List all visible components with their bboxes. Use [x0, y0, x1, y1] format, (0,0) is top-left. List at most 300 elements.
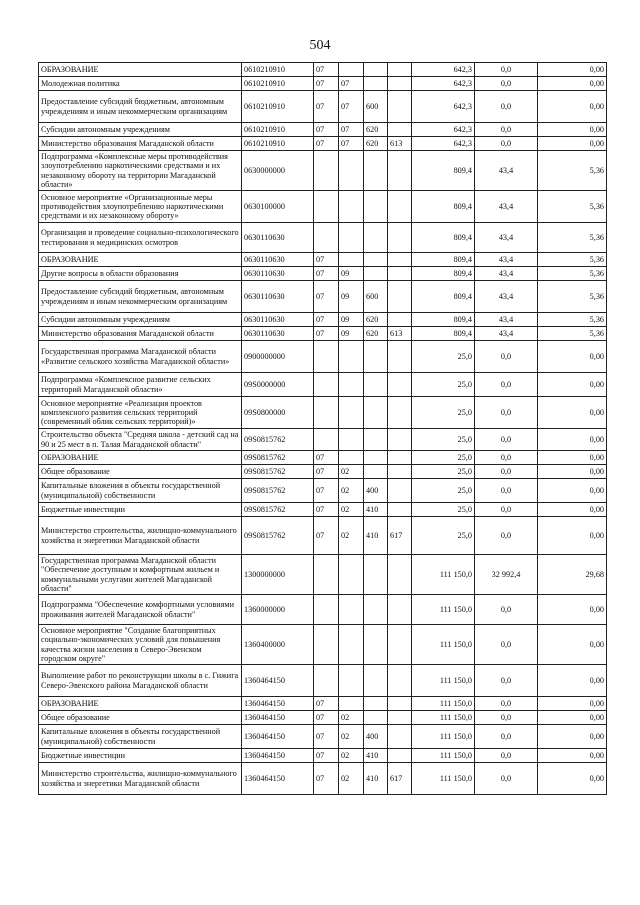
row-section-cell: 07 [314, 77, 339, 91]
row-expense-type-cell [364, 63, 388, 77]
row-name-cell: ОБРАЗОВАНИЕ [39, 253, 242, 267]
row-expense-type-cell: 400 [364, 479, 388, 503]
row-actual-amount-cell: 0,0 [475, 749, 538, 763]
row-code-cell: 1360464150 [242, 763, 314, 795]
row-section-cell: 07 [314, 313, 339, 327]
row-expense-type-cell: 600 [364, 281, 388, 313]
row-expense-type-cell [364, 151, 388, 191]
row-percent-cell: 5,36 [538, 151, 607, 191]
table-row [39, 313, 607, 327]
row-name-cell: Субсидии автономным учреждениям [39, 313, 242, 327]
row-name-cell: Организация и проведение социально-психологического тестирования и медицинских осмотров [39, 223, 242, 253]
row-administrator-cell [388, 341, 412, 373]
row-name-cell: Основное мероприятие "Создание благоприятных социально-экономических условий для повышения качества жизни населения в Северо-Эвенском городском округе" [39, 625, 242, 665]
row-name-cell: Строительство объекта "Средняя школа - детский сад на 90 и 25 мест в п. Талая Магаданской области" [39, 429, 242, 451]
row-administrator-cell [388, 91, 412, 123]
row-expense-type-cell [364, 665, 388, 697]
row-percent-cell: 0,00 [538, 91, 607, 123]
row-section-cell [314, 397, 339, 429]
row-section-cell: 07 [314, 711, 339, 725]
row-name-cell: Министерство образования Магаданской области [39, 327, 242, 341]
row-percent-cell: 5,36 [538, 281, 607, 313]
row-section-cell: 07 [314, 517, 339, 555]
row-administrator-cell [388, 697, 412, 711]
table-row [39, 223, 607, 253]
row-actual-amount-cell: 0,0 [475, 465, 538, 479]
row-expense-type-cell: 410 [364, 749, 388, 763]
table-row [39, 595, 607, 625]
row-administrator-cell [388, 77, 412, 91]
row-actual-amount-cell: 0,0 [475, 373, 538, 397]
row-name-cell: Основное мероприятие «Организационные меры противодействия злоупотреблению наркотическими средствами и их незаконному обороту» [39, 191, 242, 223]
row-percent-cell: 0,00 [538, 725, 607, 749]
row-subsection-cell: 07 [339, 77, 364, 91]
row-expense-type-cell [364, 77, 388, 91]
row-code-cell: 0900000000 [242, 341, 314, 373]
row-actual-amount-cell: 0,0 [475, 91, 538, 123]
row-plan-amount-cell: 111 150,0 [412, 749, 475, 763]
row-section-cell: 07 [314, 749, 339, 763]
row-administrator-cell [388, 373, 412, 397]
row-section-cell: 07 [314, 503, 339, 517]
table-row [39, 253, 607, 267]
row-section-cell: 07 [314, 763, 339, 795]
row-subsection-cell: 02 [339, 749, 364, 763]
row-actual-amount-cell: 0,0 [475, 595, 538, 625]
row-administrator-cell: 613 [388, 137, 412, 151]
row-percent-cell: 0,00 [538, 479, 607, 503]
row-actual-amount-cell: 0,0 [475, 665, 538, 697]
row-percent-cell: 0,00 [538, 373, 607, 397]
row-subsection-cell: 02 [339, 503, 364, 517]
row-subsection-cell [339, 151, 364, 191]
row-administrator-cell: 613 [388, 327, 412, 341]
row-actual-amount-cell: 43,4 [475, 151, 538, 191]
row-administrator-cell [388, 479, 412, 503]
row-name-cell: ОБРАЗОВАНИЕ [39, 697, 242, 711]
row-actual-amount-cell: 0,0 [475, 77, 538, 91]
row-administrator-cell [388, 63, 412, 77]
row-percent-cell: 0,00 [538, 503, 607, 517]
row-section-cell: 07 [314, 725, 339, 749]
row-plan-amount-cell: 809,4 [412, 327, 475, 341]
row-administrator-cell [388, 313, 412, 327]
row-administrator-cell [388, 253, 412, 267]
row-section-cell [314, 341, 339, 373]
row-actual-amount-cell: 0,0 [475, 397, 538, 429]
row-subsection-cell [339, 397, 364, 429]
row-actual-amount-cell: 43,4 [475, 191, 538, 223]
row-name-cell: Министерство строительства, жилищно-коммунального хозяйства и энергетики Магаданской области [39, 517, 242, 555]
row-section-cell [314, 665, 339, 697]
row-name-cell: ОБРАЗОВАНИЕ [39, 451, 242, 465]
row-code-cell: 0610210910 [242, 77, 314, 91]
row-name-cell: Выполнение работ по реконструкции школы в с. Гижига Северо-Эвенского района Магаданской области [39, 665, 242, 697]
row-code-cell: 1300000000 [242, 555, 314, 595]
row-subsection-cell: 09 [339, 281, 364, 313]
row-percent-cell: 5,36 [538, 191, 607, 223]
row-section-cell [314, 373, 339, 397]
row-code-cell: 09S0815762 [242, 429, 314, 451]
row-subsection-cell [339, 253, 364, 267]
row-plan-amount-cell: 25,0 [412, 429, 475, 451]
row-code-cell: 0630110630 [242, 327, 314, 341]
row-percent-cell: 0,00 [538, 397, 607, 429]
row-code-cell: 1360464150 [242, 725, 314, 749]
row-plan-amount-cell: 809,4 [412, 191, 475, 223]
row-section-cell: 07 [314, 123, 339, 137]
row-section-cell [314, 191, 339, 223]
row-plan-amount-cell: 809,4 [412, 281, 475, 313]
row-percent-cell: 0,00 [538, 595, 607, 625]
row-code-cell: 09S0815762 [242, 465, 314, 479]
row-code-cell: 09S0815762 [242, 479, 314, 503]
row-expense-type-cell [364, 267, 388, 281]
row-section-cell: 07 [314, 63, 339, 77]
row-plan-amount-cell: 111 150,0 [412, 555, 475, 595]
row-percent-cell: 0,00 [538, 763, 607, 795]
row-plan-amount-cell: 642,3 [412, 91, 475, 123]
row-actual-amount-cell: 43,4 [475, 281, 538, 313]
row-percent-cell: 5,36 [538, 267, 607, 281]
row-administrator-cell [388, 625, 412, 665]
row-name-cell: Предоставление субсидий бюджетным, автономным учреждениям и иным некоммерческим организациям [39, 91, 242, 123]
table-row [39, 465, 607, 479]
row-actual-amount-cell: 0,0 [475, 763, 538, 795]
row-administrator-cell [388, 191, 412, 223]
table-row [39, 77, 607, 91]
row-code-cell: 1360400000 [242, 625, 314, 665]
row-expense-type-cell: 410 [364, 503, 388, 517]
table-row [39, 137, 607, 151]
row-expense-type-cell [364, 711, 388, 725]
row-name-cell: Подпрограмма «Комплексное развитие сельских территорий Магаданской области» [39, 373, 242, 397]
page-number: 504 [309, 38, 331, 53]
row-administrator-cell [388, 711, 412, 725]
row-name-cell: Подпрограмма "Обеспечение комфортными условиями проживания жителей Магаданской области" [39, 595, 242, 625]
row-code-cell: 0610210910 [242, 63, 314, 77]
row-section-cell [314, 223, 339, 253]
row-actual-amount-cell: 43,4 [475, 253, 538, 267]
row-administrator-cell: 617 [388, 763, 412, 795]
row-expense-type-cell [364, 223, 388, 253]
row-section-cell: 07 [314, 451, 339, 465]
row-expense-type-cell [364, 465, 388, 479]
row-administrator-cell [388, 281, 412, 313]
row-expense-type-cell [364, 697, 388, 711]
row-plan-amount-cell: 809,4 [412, 313, 475, 327]
table-row [39, 555, 607, 595]
row-percent-cell: 0,00 [538, 77, 607, 91]
row-plan-amount-cell: 25,0 [412, 479, 475, 503]
row-plan-amount-cell: 111 150,0 [412, 763, 475, 795]
row-code-cell: 0610210910 [242, 137, 314, 151]
table-row [39, 479, 607, 503]
row-section-cell: 07 [314, 137, 339, 151]
row-expense-type-cell: 620 [364, 327, 388, 341]
row-section-cell: 07 [314, 327, 339, 341]
row-subsection-cell [339, 625, 364, 665]
row-name-cell: Молодежная политика [39, 77, 242, 91]
row-expense-type-cell: 410 [364, 517, 388, 555]
row-code-cell: 0630100000 [242, 191, 314, 223]
row-subsection-cell: 02 [339, 517, 364, 555]
row-plan-amount-cell: 809,4 [412, 151, 475, 191]
row-code-cell: 09S0000000 [242, 373, 314, 397]
row-code-cell: 1360464150 [242, 711, 314, 725]
row-subsection-cell: 09 [339, 267, 364, 281]
row-actual-amount-cell: 43,4 [475, 313, 538, 327]
row-code-cell: 09S0815762 [242, 517, 314, 555]
table-row [39, 151, 607, 191]
row-section-cell [314, 555, 339, 595]
table-row [39, 373, 607, 397]
row-plan-amount-cell: 111 150,0 [412, 595, 475, 625]
table-row [39, 341, 607, 373]
row-section-cell: 07 [314, 253, 339, 267]
row-name-cell: Министерство строительства, жилищно-коммунального хозяйства и энергетики Магаданской области [39, 763, 242, 795]
row-percent-cell: 0,00 [538, 625, 607, 665]
row-percent-cell: 5,36 [538, 253, 607, 267]
table-row [39, 397, 607, 429]
row-actual-amount-cell: 32 992,4 [475, 555, 538, 595]
row-administrator-cell [388, 451, 412, 465]
row-subsection-cell: 02 [339, 711, 364, 725]
row-administrator-cell [388, 749, 412, 763]
row-expense-type-cell [364, 625, 388, 665]
row-subsection-cell: 02 [339, 763, 364, 795]
row-code-cell: 1360464150 [242, 749, 314, 763]
row-plan-amount-cell: 809,4 [412, 267, 475, 281]
row-subsection-cell [339, 665, 364, 697]
table-row [39, 63, 607, 77]
row-plan-amount-cell: 809,4 [412, 223, 475, 253]
row-percent-cell: 0,00 [538, 697, 607, 711]
row-plan-amount-cell: 111 150,0 [412, 711, 475, 725]
table-row [39, 327, 607, 341]
row-code-cell: 1360464150 [242, 697, 314, 711]
row-percent-cell: 0,00 [538, 429, 607, 451]
row-actual-amount-cell: 0,0 [475, 63, 538, 77]
row-code-cell: 09S0815762 [242, 451, 314, 465]
budget-table-body [39, 63, 607, 795]
table-row [39, 451, 607, 465]
row-expense-type-cell: 410 [364, 763, 388, 795]
row-name-cell: Общее образование [39, 465, 242, 479]
row-expense-type-cell [364, 341, 388, 373]
table-row [39, 749, 607, 763]
row-plan-amount-cell: 111 150,0 [412, 697, 475, 711]
row-expense-type-cell [364, 397, 388, 429]
row-subsection-cell [339, 223, 364, 253]
row-code-cell: 09S0800000 [242, 397, 314, 429]
table-row [39, 763, 607, 795]
row-subsection-cell [339, 373, 364, 397]
table-row [39, 503, 607, 517]
row-name-cell: Государственная программа Магаданской области «Развитие сельского хозяйства Магаданской области» [39, 341, 242, 373]
table-row [39, 281, 607, 313]
row-code-cell: 0610210910 [242, 123, 314, 137]
row-code-cell: 1360000000 [242, 595, 314, 625]
row-actual-amount-cell: 0,0 [475, 451, 538, 465]
row-code-cell: 0610210910 [242, 91, 314, 123]
row-plan-amount-cell: 25,0 [412, 373, 475, 397]
row-name-cell: Общее образование [39, 711, 242, 725]
row-plan-amount-cell: 25,0 [412, 341, 475, 373]
row-subsection-cell [339, 191, 364, 223]
row-subsection-cell: 02 [339, 725, 364, 749]
row-percent-cell: 5,36 [538, 313, 607, 327]
row-actual-amount-cell: 0,0 [475, 725, 538, 749]
row-expense-type-cell: 620 [364, 313, 388, 327]
table-row [39, 429, 607, 451]
budget-table [38, 62, 607, 795]
row-subsection-cell: 07 [339, 137, 364, 151]
row-administrator-cell [388, 267, 412, 281]
row-plan-amount-cell: 111 150,0 [412, 625, 475, 665]
table-row [39, 725, 607, 749]
row-plan-amount-cell: 25,0 [412, 465, 475, 479]
row-administrator-cell [388, 503, 412, 517]
row-plan-amount-cell: 111 150,0 [412, 665, 475, 697]
row-actual-amount-cell: 0,0 [475, 697, 538, 711]
row-section-cell: 07 [314, 465, 339, 479]
row-code-cell: 0630110630 [242, 267, 314, 281]
row-plan-amount-cell: 25,0 [412, 397, 475, 429]
table-row [39, 91, 607, 123]
row-subsection-cell: 09 [339, 313, 364, 327]
row-percent-cell: 5,36 [538, 327, 607, 341]
row-subsection-cell [339, 63, 364, 77]
row-code-cell: 0630110630 [242, 281, 314, 313]
row-plan-amount-cell: 809,4 [412, 253, 475, 267]
row-name-cell: Капитальные вложения в объекты государственной (муниципальной) собственности [39, 479, 242, 503]
row-expense-type-cell: 620 [364, 123, 388, 137]
row-subsection-cell [339, 429, 364, 451]
row-actual-amount-cell: 43,4 [475, 223, 538, 253]
row-name-cell: Основное мероприятие «Реализация проектов комплексного развития сельских территорий (современный облик сельских территорий)» [39, 397, 242, 429]
row-name-cell: Государственная программа Магаданской области "Обеспечение доступным и комфортным жильем и коммунальными услугами жителей Магаданской области" [39, 555, 242, 595]
row-percent-cell: 0,00 [538, 451, 607, 465]
row-name-cell: Другие вопросы в области образования [39, 267, 242, 281]
row-actual-amount-cell: 0,0 [475, 341, 538, 373]
row-percent-cell: 0,00 [538, 341, 607, 373]
row-expense-type-cell [364, 253, 388, 267]
row-administrator-cell [388, 123, 412, 137]
row-expense-type-cell [364, 373, 388, 397]
row-subsection-cell [339, 697, 364, 711]
row-expense-type-cell [364, 595, 388, 625]
row-actual-amount-cell: 0,0 [475, 625, 538, 665]
table-row [39, 697, 607, 711]
row-expense-type-cell [364, 429, 388, 451]
row-section-cell [314, 625, 339, 665]
row-administrator-cell [388, 429, 412, 451]
row-plan-amount-cell: 642,3 [412, 137, 475, 151]
row-administrator-cell [388, 665, 412, 697]
row-name-cell: Капитальные вложения в объекты государственной (муниципальной) собственности [39, 725, 242, 749]
row-plan-amount-cell: 642,3 [412, 123, 475, 137]
row-actual-amount-cell: 0,0 [475, 711, 538, 725]
row-section-cell [314, 595, 339, 625]
row-subsection-cell: 09 [339, 327, 364, 341]
table-row [39, 123, 607, 137]
row-administrator-cell [388, 595, 412, 625]
row-administrator-cell [388, 223, 412, 253]
row-subsection-cell [339, 341, 364, 373]
row-code-cell: 0630110630 [242, 223, 314, 253]
row-administrator-cell [388, 397, 412, 429]
row-subsection-cell: 07 [339, 91, 364, 123]
row-subsection-cell: 07 [339, 123, 364, 137]
row-percent-cell: 0,00 [538, 517, 607, 555]
table-row [39, 665, 607, 697]
row-administrator-cell [388, 555, 412, 595]
row-section-cell: 07 [314, 479, 339, 503]
row-name-cell: Министерство образования Магаданской области [39, 137, 242, 151]
row-section-cell: 07 [314, 91, 339, 123]
row-actual-amount-cell: 0,0 [475, 429, 538, 451]
row-name-cell: Предоставление субсидий бюджетным, автономным учреждениям и иным некоммерческим организациям [39, 281, 242, 313]
row-code-cell: 1360464150 [242, 665, 314, 697]
row-section-cell [314, 151, 339, 191]
table-row [39, 517, 607, 555]
row-section-cell [314, 429, 339, 451]
row-expense-type-cell [364, 555, 388, 595]
row-subsection-cell [339, 555, 364, 595]
row-plan-amount-cell: 111 150,0 [412, 725, 475, 749]
row-actual-amount-cell: 0,0 [475, 123, 538, 137]
table-row [39, 711, 607, 725]
row-percent-cell: 0,00 [538, 137, 607, 151]
row-section-cell: 07 [314, 281, 339, 313]
row-subsection-cell: 02 [339, 465, 364, 479]
row-administrator-cell [388, 725, 412, 749]
row-plan-amount-cell: 642,3 [412, 63, 475, 77]
row-plan-amount-cell: 25,0 [412, 517, 475, 555]
row-name-cell: Подпрограмма «Комплексные меры противодействия злоупотреблению наркотическими средствами и их незаконному обороту на территории Магаданской области» [39, 151, 242, 191]
row-expense-type-cell [364, 451, 388, 465]
row-actual-amount-cell: 0,0 [475, 137, 538, 151]
row-subsection-cell: 02 [339, 479, 364, 503]
row-percent-cell: 5,36 [538, 223, 607, 253]
row-administrator-cell: 617 [388, 517, 412, 555]
row-percent-cell: 0,00 [538, 711, 607, 725]
row-percent-cell: 0,00 [538, 465, 607, 479]
row-expense-type-cell: 600 [364, 91, 388, 123]
row-actual-amount-cell: 0,0 [475, 503, 538, 517]
row-name-cell: Субсидии автономным учреждениям [39, 123, 242, 137]
table-row [39, 191, 607, 223]
row-expense-type-cell: 620 [364, 137, 388, 151]
table-row [39, 625, 607, 665]
row-code-cell: 0630000000 [242, 151, 314, 191]
row-section-cell: 07 [314, 267, 339, 281]
row-plan-amount-cell: 642,3 [412, 77, 475, 91]
table-row [39, 267, 607, 281]
row-code-cell: 0630110630 [242, 253, 314, 267]
row-section-cell: 07 [314, 697, 339, 711]
row-administrator-cell [388, 151, 412, 191]
row-code-cell: 0630110630 [242, 313, 314, 327]
row-expense-type-cell: 400 [364, 725, 388, 749]
row-code-cell: 09S0815762 [242, 503, 314, 517]
row-actual-amount-cell: 43,4 [475, 327, 538, 341]
row-percent-cell: 0,00 [538, 63, 607, 77]
row-percent-cell: 0,00 [538, 749, 607, 763]
row-plan-amount-cell: 25,0 [412, 451, 475, 465]
row-administrator-cell [388, 465, 412, 479]
